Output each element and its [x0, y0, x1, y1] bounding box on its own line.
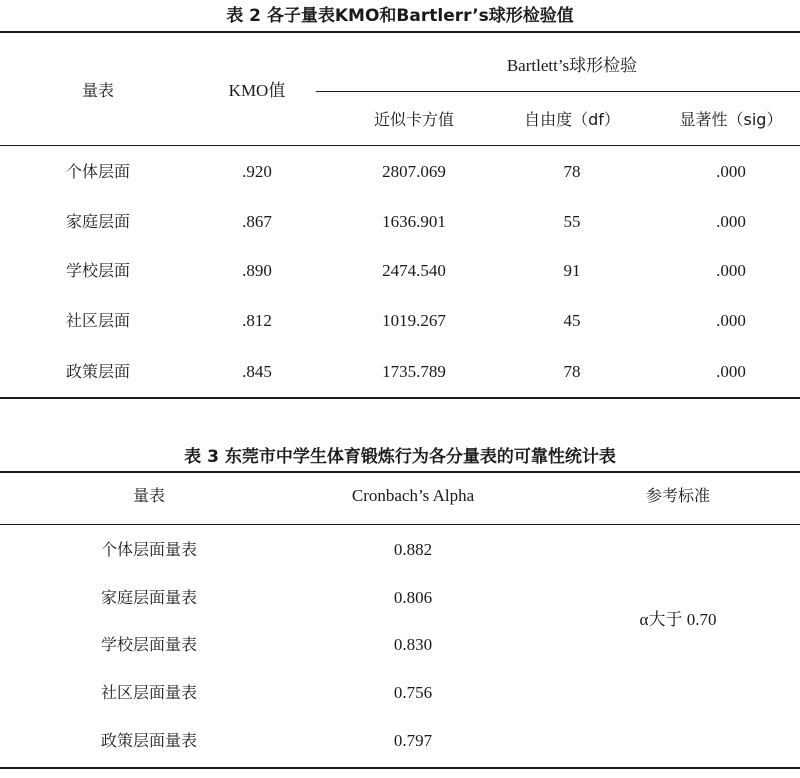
- table2-cell-df: 78: [563, 162, 581, 181]
- table2-cell-scale: 学校层面: [65, 261, 131, 280]
- table3-cell-scale: 个体层面量表: [100, 540, 198, 559]
- table2-cell-sig: .000: [716, 212, 746, 231]
- table2-header-chi: 近似卡方值: [373, 110, 455, 129]
- table2-header-rule: [0, 145, 800, 146]
- table2-top-rule: [0, 31, 800, 33]
- table2-cell-df: 91: [563, 261, 581, 280]
- table3-cell-alpha: 0.830: [393, 635, 433, 654]
- table3-header-standard: 参考标准: [645, 486, 711, 505]
- table3-caption: 表 3 东莞市中学生体育锻炼行为各分量表的可靠性统计表: [184, 447, 616, 467]
- table2-cell-kmo: .867: [242, 212, 272, 231]
- table2-cell-df: 45: [563, 311, 581, 330]
- table2-cell-df: 55: [563, 212, 581, 231]
- table2-sub-rule: [316, 91, 800, 92]
- table3-header-scale: 量表: [132, 486, 166, 505]
- table2-cell-chi: 1735.789: [382, 362, 446, 381]
- table2-cell-sig: .000: [716, 311, 746, 330]
- table2-cell-kmo: .890: [242, 261, 272, 280]
- table2-bottom-rule: [0, 397, 800, 399]
- table2-cell-df: 78: [563, 362, 581, 381]
- table2-cell-scale: 个体层面: [65, 162, 131, 181]
- table2-cell-scale: 政策层面: [65, 362, 131, 381]
- table3-cell-scale: 政策层面量表: [100, 731, 198, 750]
- table3-header-rule: [0, 524, 800, 525]
- table2-header-df: 自由度（df）: [524, 110, 620, 129]
- table2-cell-chi: 2807.069: [382, 162, 446, 181]
- table3-standard-value: α大于 0.70: [639, 610, 717, 629]
- table2-cell-chi: 2474.540: [382, 261, 446, 280]
- table3-cell-alpha: 0.806: [393, 588, 433, 607]
- table2-cell-sig: .000: [716, 162, 746, 181]
- table3-cell-alpha: 0.797: [393, 731, 433, 750]
- table2-header-scale: 量表: [81, 81, 115, 100]
- table3-bottom-rule: [0, 767, 800, 769]
- table2-cell-chi: 1636.901: [382, 212, 446, 231]
- table2-header-bartlett: Bartlett’s球形检验: [506, 56, 638, 75]
- table2-cell-chi: 1019.267: [382, 311, 446, 330]
- table3-cell-alpha: 0.756: [393, 683, 433, 702]
- table2-cell-scale: 社区层面: [65, 311, 131, 330]
- table2-cell-kmo: .812: [242, 311, 272, 330]
- table2-header-kmo: KMO值: [228, 81, 286, 100]
- table3-cell-scale: 社区层面量表: [100, 683, 198, 702]
- table2-cell-kmo: .845: [242, 362, 272, 381]
- table3-cell-scale: 学校层面量表: [100, 635, 198, 654]
- table3-cell-scale: 家庭层面量表: [100, 588, 198, 607]
- table2-cell-sig: .000: [716, 362, 746, 381]
- table2-caption: 表 2 各子量表KMO和Bartlerr’s球形检验值: [226, 6, 574, 26]
- table2-cell-sig: .000: [716, 261, 746, 280]
- table2-cell-scale: 家庭层面: [65, 212, 131, 231]
- table2-cell-kmo: .920: [242, 162, 272, 181]
- table3-cell-alpha: 0.882: [393, 540, 433, 559]
- table3-top-rule: [0, 471, 800, 473]
- table2-header-sig: 显著性（sig）: [679, 110, 783, 129]
- table3-header-alpha: Cronbach’s Alpha: [351, 486, 475, 505]
